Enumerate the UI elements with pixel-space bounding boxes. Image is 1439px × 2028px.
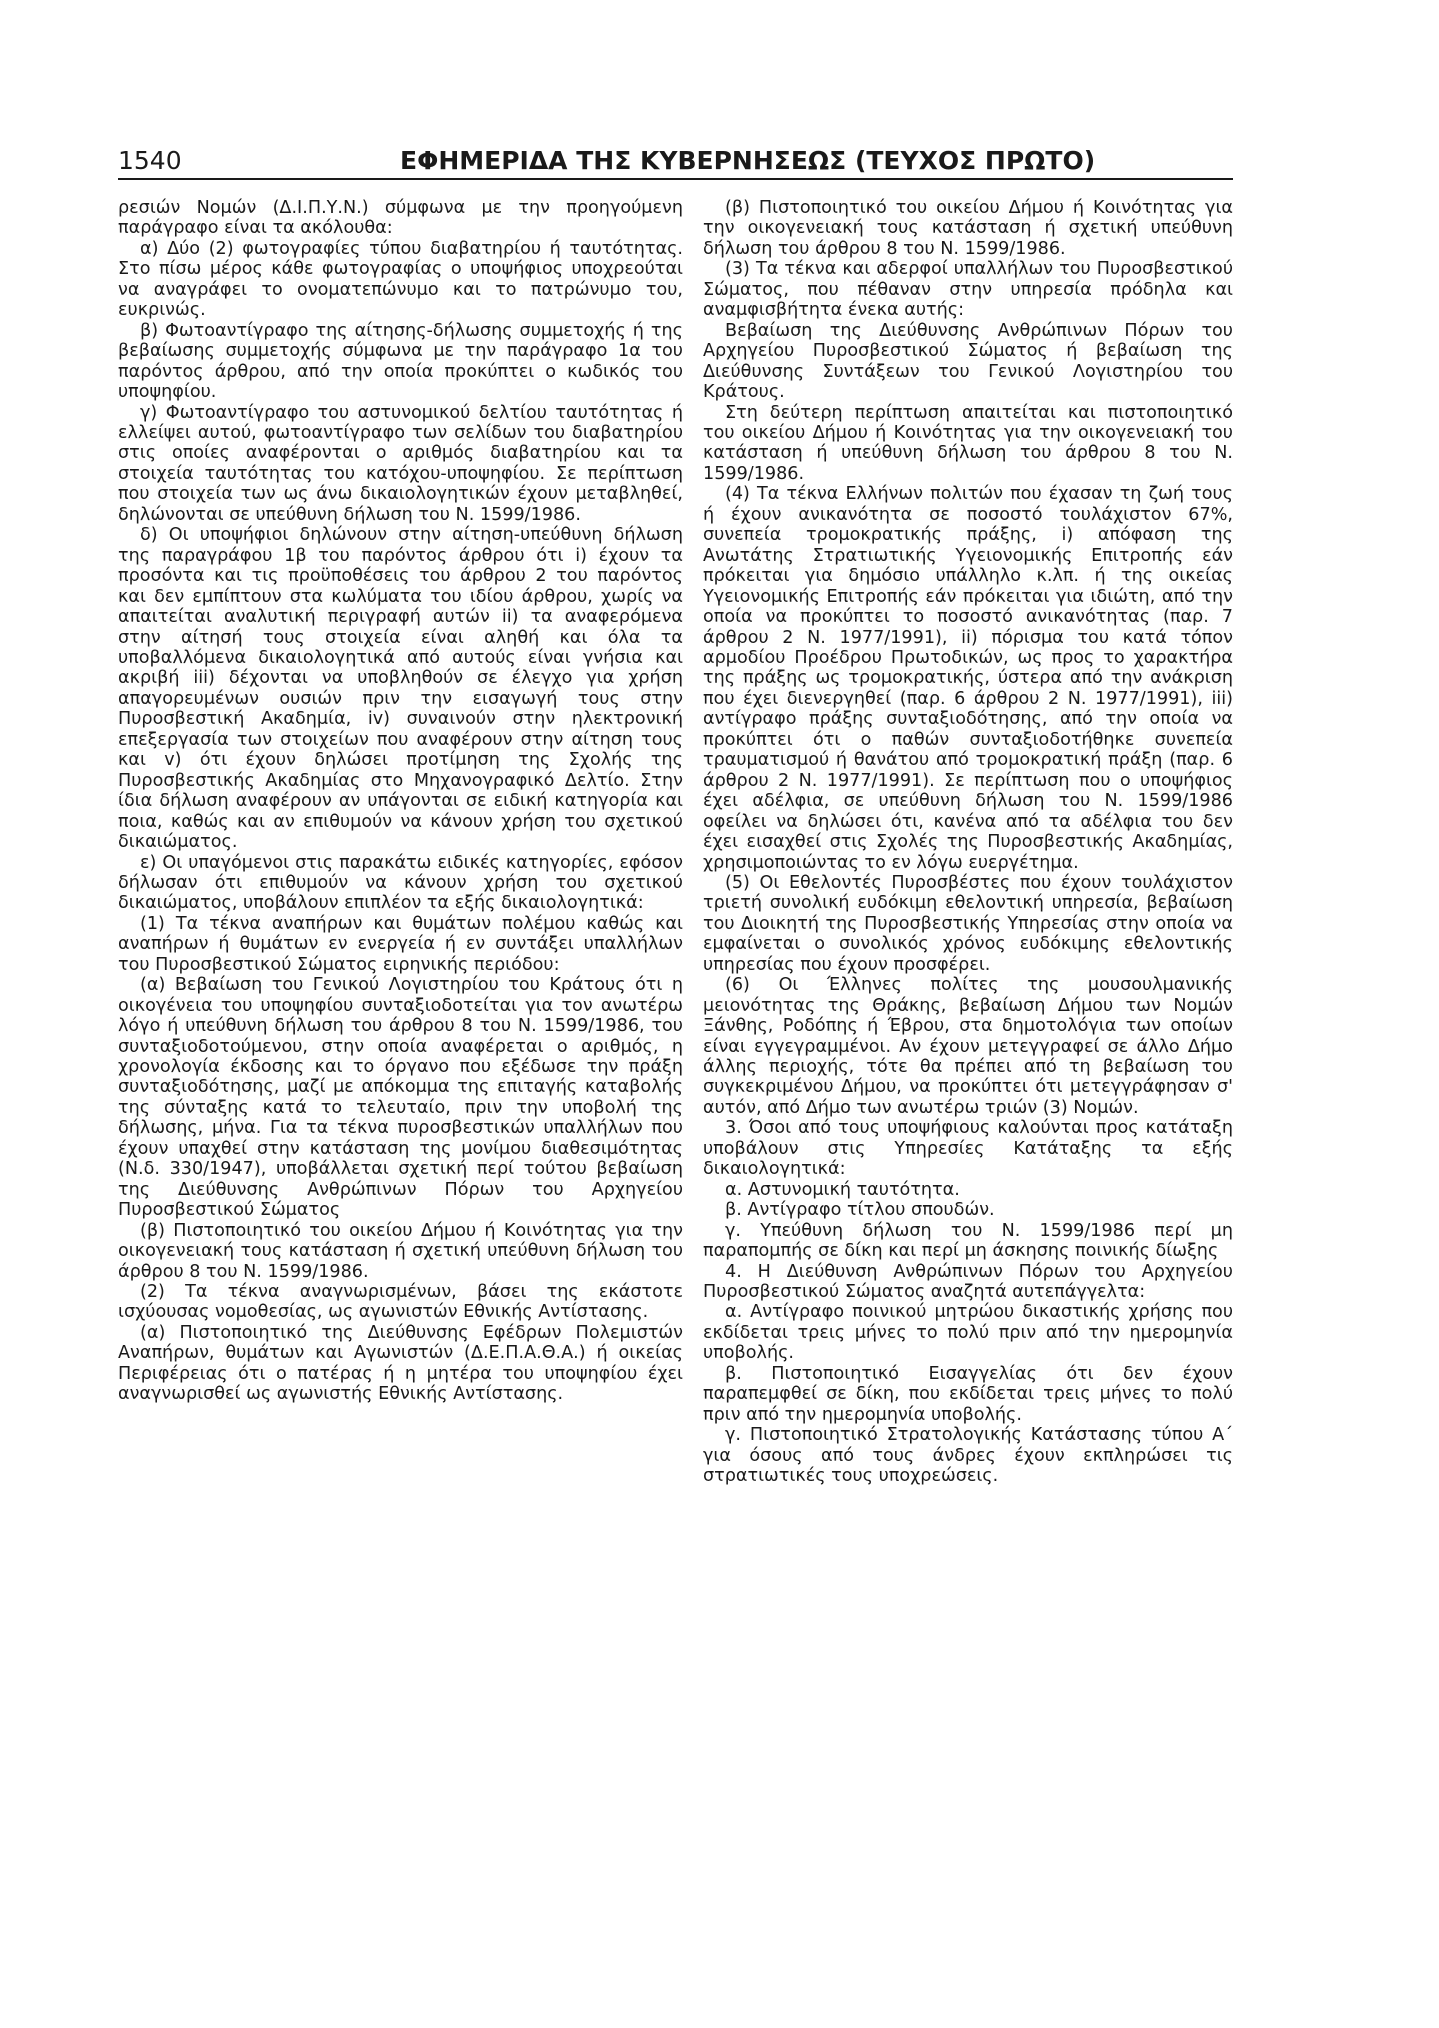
paragraph: ε) Οι υπαγόμενοι στις παρακάτω ειδικές κατηγορίες, εφόσον δήλωσαν ότι επιθυμούν να κάνουν χρήση του σχετικού δικαιώματος, υποβάλουν επιπλέον τα εξής δικαιολογητικά: xyxy=(118,852,683,914)
paragraph: (4) Τα τέκνα Ελλήνων πολιτών που έχασαν τη ζωή τους ή έχουν ανικανότητα σε ποσοστό τουλάχιστον 67%, συνεπεία τρομοκρατικής πράξης, i) απόφαση της Ανωτάτης Στρατιωτικής Υγειονομικής Επιτροπής εάν πρόκειται για δημόσιο υπάλληλο κ.λπ. ή της οικείας Υγειονομικής Επιτροπής εάν πρόκειται για ιδιώτη, από την οποία να προκύπτει το ποσοστό ανικανότητας (παρ. 7 άρθρου 2 Ν. 1977/1991), ii) πόρισμα του κατά τόπον αρμοδίου Προέδρου Πρωτοδικών, ως προς το χαρακτήρα της πράξης ως τρομοκρατικής, ύστερα από την ανάκριση που έχει διενεργηθεί (παρ. 6 άρθρου 2 Ν. 1977/1991), iii) αντίγραφο πράξης συνταξιοδότησης, από την οποία να προκύπτει ότι ο παθών συνταξιοδοτήθηκε συνεπεία τραυματισμού ή θανάτου από τρομοκρατική πράξη (παρ. 6 άρθρου 2 Ν. 1977/1991). Σε περίπτωση που ο υποψήφιος έχει αδέλφια, σε υπεύθυνη δήλωση του Ν. 1599/1986 οφείλει να δηλώσει ότι, κανένα από τα αδέλφια του δεν έχει εισαχθεί στις Σχολές της Πυροσβεστικής Ακαδημίας, χρησιμοποιώντας το εν λόγω ευεργέτημα. xyxy=(703,484,1233,873)
running-title: ΕΦΗΜΕΡΙΔΑ ΤΗΣ ΚΥΒΕΡΝΗΣΕΩΣ (ΤΕΥΧΟΣ ΠΡΩΤΟ) xyxy=(400,146,1096,175)
paragraph: β. Αντίγραφο τίτλου σπουδών. xyxy=(725,1200,995,1221)
paragraph: (α) Βεβαίωση του Γενικού Λογιστηρίου του Κράτους ότι η οικογένεια του υποψηφίου συνταξιοδοτείται για τον ανωτέρω λόγο ή υπεύθυνη δήλωση του άρθρου 8 του Ν. 1599/1986, του συνταξιοδοτούμενου, στην οποία αναφέρεται ο αριθμός, η χρονολογία έκδοσης και το όργανο που εξέδωσε την πράξη συνταξιοδότησης, μαζί με απόκομμα της επιταγής καταβολής της σύνταξης κατά το τελευταίο, πριν την υποβολή της δήλωσης, μήνα. Για τα τέκνα πυροσβεστικών υπαλλήλων που έχουν υπαχθεί στην κατάσταση της μονίμου διαθεσιμότητας (Ν.δ. 330/1947), υποβάλλεται σχετική περί τούτου βεβαίωση της Διεύθυνσης Ανθρώπινων Πόρων του Αρχηγείου Πυροσβεστικού Σώματος xyxy=(118,975,683,1221)
paragraph: γ. Υπεύθυνη δήλωση του Ν. 1599/1986 περί μη παραπομπής σε δίκη και περί μη άσκησης ποινικής δίωξης xyxy=(703,1220,1233,1262)
paragraph: ρεσιών Νομών (Δ.Ι.Π.Υ.Ν.) σύμφωνα με την προηγούμενη παράγραφο είναι τα ακόλουθα: xyxy=(118,198,683,239)
paragraph: (6) Οι Έλληνες πολίτες της μουσουλμανικής μειονότητας της Θράκης, βεβαίωση Δήμου των Νομών Ξάνθης, Ροδόπης ή Έβρου, στα δημοτολόγια των οποίων είναι εγγεγραμμένοι. Αν έχουν μετεγγραφεί σε άλλο Δήμο άλλης περιοχής, τότε θα πρέπει από τη βεβαίωση του συγκεκριμένου Δήμου, να προκύπτει ότι μετεγγράφησαν σ' αυτόν, από Δήμο των ανωτέρω τριών (3) Νομών. xyxy=(703,975,1233,1118)
paragraph: (β) Πιστοποιητικό του οικείου Δήμου ή Κοινότητας για την οικογενειακή τους κατάσταση ή σχετική υπεύθυνη δήλωση του άρθρου 8 του Ν. 1599/1986. xyxy=(703,198,1233,259)
paragraph: α. Αντίγραφο ποινικού μητρώου δικαστικής χρήσης που εκδίδεται τρεις μήνες το πολύ πριν από την ημερομηνία υποβολής. xyxy=(703,1302,1233,1364)
paragraph: Στη δεύτερη περίπτωση απαιτείται και πιστοποιητικό του οικείου Δήμου ή Κοινότητας για την οικογενειακή του κατάσταση ή υπεύθυνη δήλωση του άρθρου 8 του Ν. 1599/1986. xyxy=(703,402,1233,484)
paragraph: (5) Οι Εθελοντές Πυροσβέστες που έχουν τουλάχιστον τριετή συνολική ευδόκιμη εθελοντική υπηρεσία, βεβαίωση του Διοικητή της Πυροσβεστικής Υπηρεσίας στην οποία να εμφαίνεται ο συνολικός χρόνος ευδόκιμης εθελοντικής υπηρεσίας που έχουν προσφέρει. xyxy=(703,872,1233,975)
paragraph: (1) Τα τέκνα αναπήρων και θυμάτων πολέμου καθώς και αναπήρων ή θυμάτων εν ενεργεία ή εν συντάξει υπαλλήλων του Πυροσβεστικού Σώματος ειρηνικής περιόδου: xyxy=(118,913,683,975)
paragraph: γ) Φωτοαντίγραφο του αστυνομικού δελτίου ταυτότητας ή ελλείψει αυτού, φωτοαντίγραφο των σελίδων του διαβατηρίου στις οποίες αναφέρονται ο αριθμός διαβατηρίου και τα στοιχεία ταυτότητας του κατόχου-υποψηφίου. Σε περίπτωση που στοιχεία των ως άνω δικαιολογητικών έχουν μεταβληθεί, δηλώνονται σε υπεύθυνη δήλωση του Ν. 1599/1986. xyxy=(118,402,683,525)
right-column xyxy=(703,198,1233,1487)
page-number: 1540 xyxy=(118,146,182,175)
paragraph: β. Πιστοποιητικό Εισαγγελίας ότι δεν έχουν παραπεμφθεί σε δίκη, που εκδίδεται τρεις μήνες το πολύ πριν από την ημερομηνία υποβολής. xyxy=(703,1363,1233,1425)
header-rule xyxy=(118,178,1233,180)
paragraph: (3) Τα τέκνα και αδερφοί υπαλλήλων του Πυροσβεστικού Σώματος, που πέθαναν στην υπηρεσία πρόδηλα και αναμφισβήτητα ένεκα αυτής: xyxy=(703,259,1233,321)
paragraph: (β) Πιστοποιητικό του οικείου Δήμου ή Κοινότητας για την οικογενειακή τους κατάσταση ή σχετική υπεύθυνη δήλωση του άρθρου 8 του Ν. 1599/1986. xyxy=(118,1220,683,1282)
paragraph: α. Αστυνομική ταυτότητα. xyxy=(725,1179,960,1200)
paragraph: Βεβαίωση της Διεύθυνσης Ανθρώπινων Πόρων του Αρχηγείου Πυροσβεστικού Σώματος ή βεβαίωση της Διεύθυνσης Συντάξεων του Γενικού Λογιστηρίου του Κράτους. xyxy=(703,320,1233,403)
paragraph: (2) Τα τέκνα αναγνωρισμένων, βάσει της εκάστοτε ισχύουσας νομοθεσίας, ως αγωνιστών Εθνικής Αντίστασης. xyxy=(118,1282,683,1323)
paragraph: γ. Πιστοποιητικό Στρατολογικής Κατάστασης τύπου Α΄ για όσους από τους άνδρες έχουν εκπληρώσει τις στρατιωτικές τους υποχρεώσεις. xyxy=(703,1425,1233,1487)
paragraph: 3. Όσοι από τους υποψήφιους καλούνται προς κατάταξη υποβάλουν στις Υπηρεσίες Κατάταξης τα εξής δικαιολογητικά: xyxy=(703,1118,1233,1180)
paragraph: δ) Οι υποψήφιοι δηλώνουν στην αίτηση-υπεύθυνη δήλωση της παραγράφου 1β του παρόντος άρθρου ότι i) έχουν τα προσόντα και τις προϋποθέσεις του άρθρου 2 του παρόντος και δεν εμπίπτουν στα κωλύματα του ιδίου άρθρου, χωρίς να απαιτείται αναλυτική περιγραφή αυτών ii) τα αναφερόμενα στην αίτησή τους στοιχεία είναι αληθή και όλα τα υποβαλλόμενα δικαιολογητικά από αυτούς είναι γνήσια και ακριβή iii) δέχονται να υποβληθούν σε έλεγχο για χρήση απαγορευμένων ουσιών πριν την εισαγωγή τους στην Πυροσβεστική Ακαδημία, iv) συναινούν στην ηλεκτρονική επεξεργασία των στοιχείων που αναφέρουν στην αίτηση τους και v) ότι έχουν δηλώσει προτίμηση της Σχολής της Πυροσβεστικής Ακαδημίας στο Μηχανογραφικό Δελτίο. Στην ίδια δήλωση αναφέρουν αν υπάγονται σε ειδική κατηγορία και ποια, καθώς και αν επιθυμούν να κάνουν χρήση του σχετικού δικαιώματος. xyxy=(118,525,683,853)
paragraph: β) Φωτοαντίγραφο της αίτησης-δήλωσης συμμετοχής ή της βεβαίωσης συμμετοχής σύμφωνα με την παράγραφο 1α του παρόντος άρθρου, από την οποία προκύπτει ο κωδικός του υποψηφίου. xyxy=(118,320,683,403)
paragraph: (α) Πιστοποιητικό της Διεύθυνσης Εφέδρων Πολεμιστών Αναπήρων, θυμάτων και Αγωνιστών (Δ.Ε.Π.Α.Θ.Α.) ή οικείας Περιφέρειας ότι ο πατέρας ή η μητέρα του υποψηφίου έχει αναγνωρισθεί ως αγωνιστής Εθνικής Αντίστασης. xyxy=(118,1322,683,1405)
paragraph: 4. Η Διεύθυνση Ανθρώπινων Πόρων του Αρχηγείου Πυροσβεστικού Σώματος αναζητά αυτεπάγγελτα: xyxy=(703,1261,1233,1303)
paragraph: α) Δύο (2) φωτογραφίες τύπου διαβατηρίου ή ταυτότητας. Στο πίσω μέρος κάθε φωτογραφίας ο υποψήφιος υποχρεούται να αναγράφει το ονοματεπώνυμο και το πατρώνυμο του, ευκρινώς. xyxy=(118,238,683,321)
left-column xyxy=(118,198,683,1405)
